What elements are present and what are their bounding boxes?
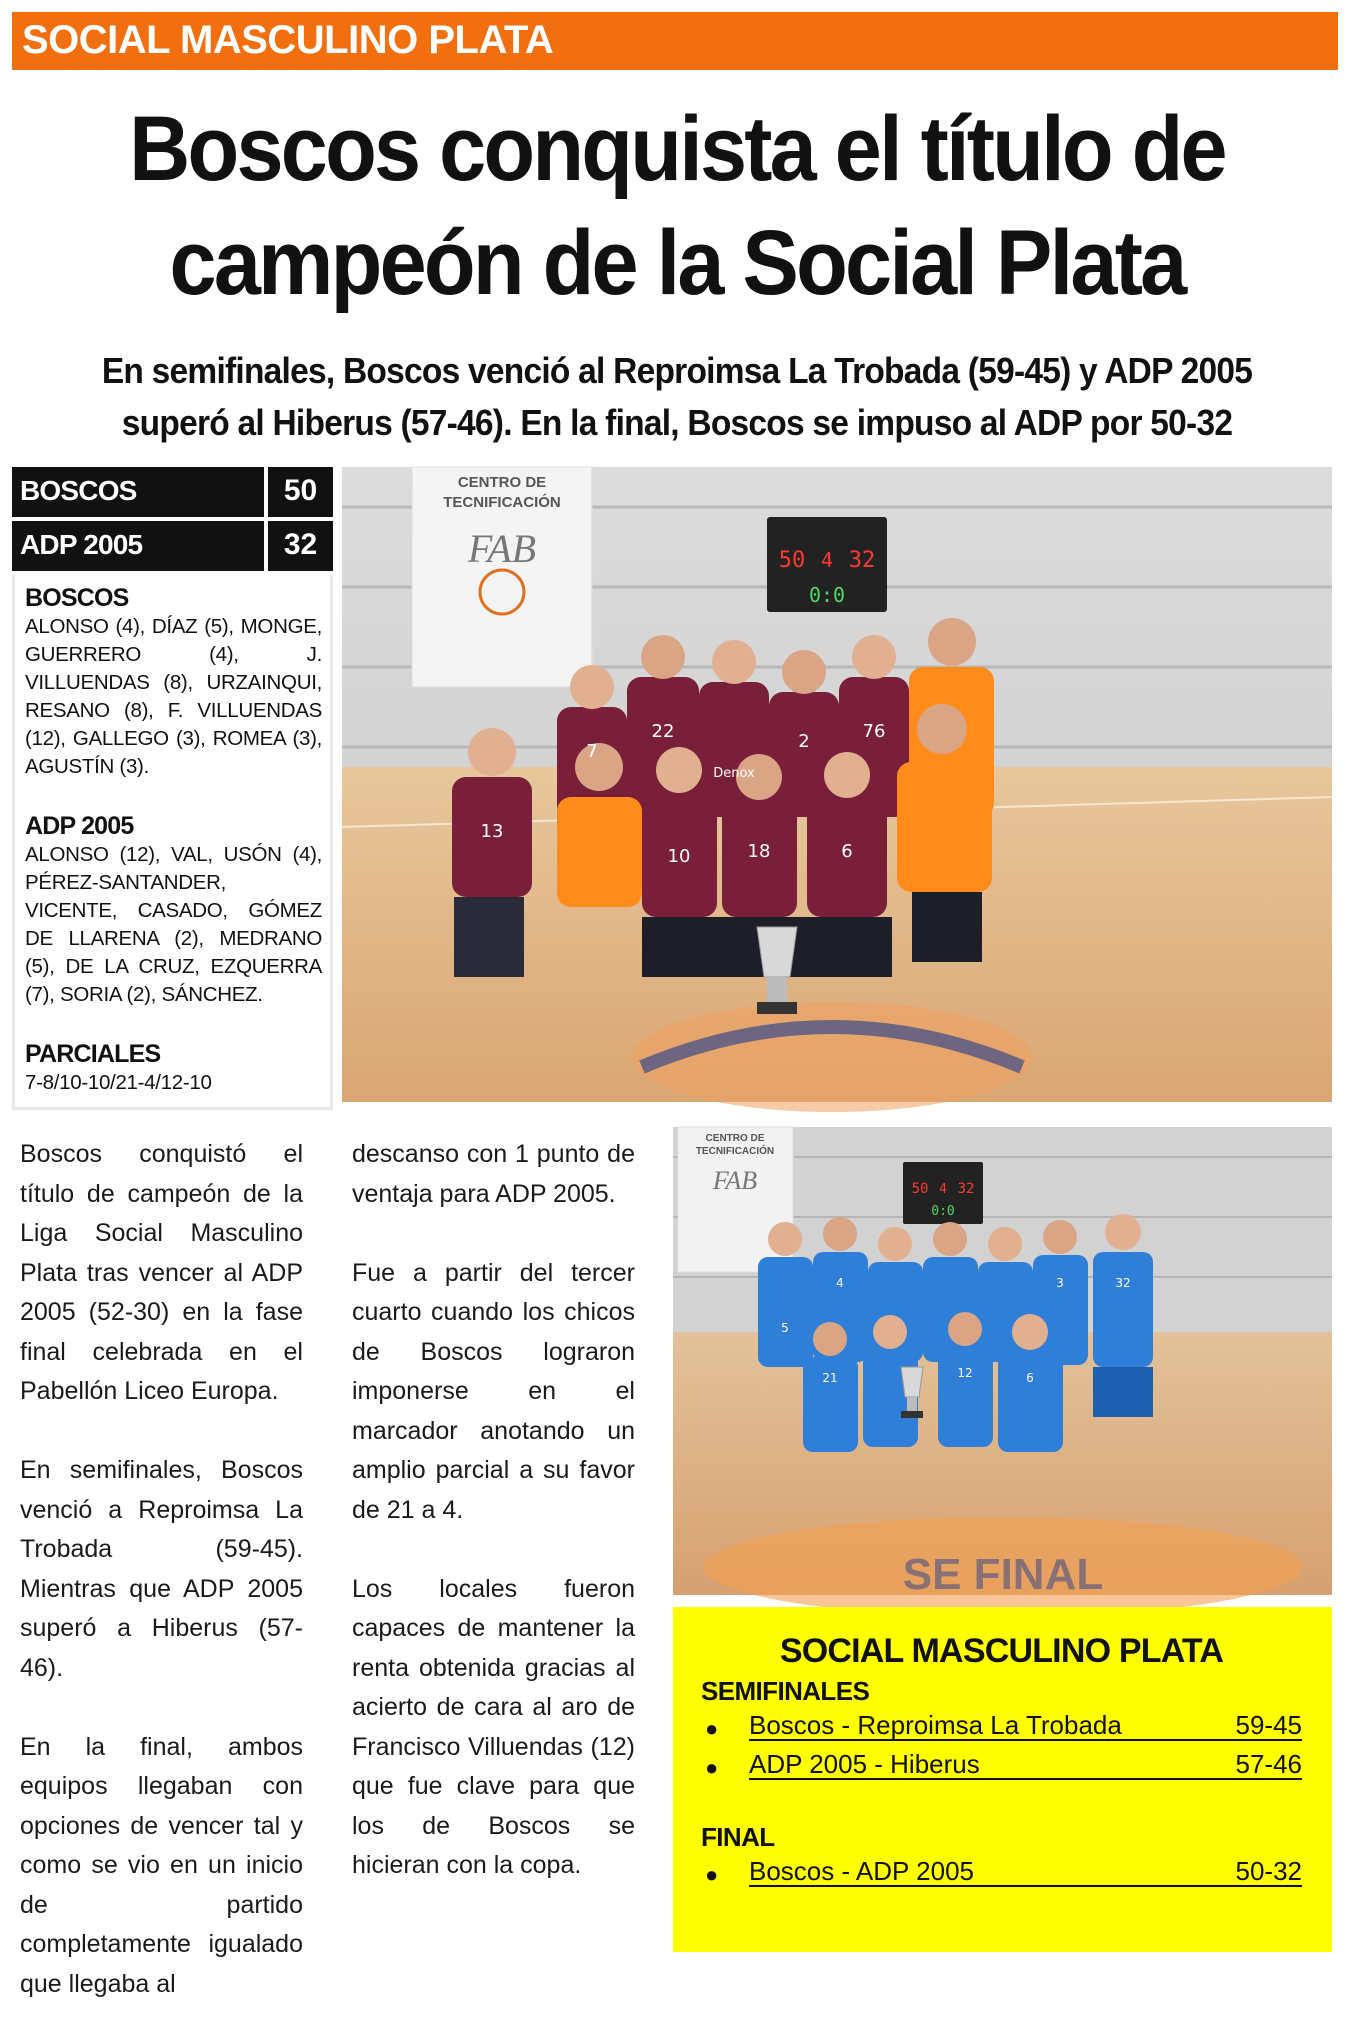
adp-roster: ALONSO (12), VAL, USÓN (4), PÉREZ-SANTANDER, VICENTE, CASADO, GÓMEZ DE LLARENA (2), MEDRANO (5), DE LA CRUZ, EZQUERRA (7), SORIA (2), SÁNCHEZ. [25,843,322,1006]
result-item [701,1855,1302,1894]
bullet-icon: ● [705,1716,719,1741]
result-match: Boscos - Reproimsa La Trobada [749,1709,1302,1741]
svg-text:32: 32 [1115,1276,1131,1290]
rosters-panel [12,575,333,1110]
fab-logo: FAB [467,526,537,571]
article-paragraph: En semifinales, Boscos venció a Reproimsa La Trobada (59-45). Mientras que ADP 2005 superó a Hiberus (57-46). [20,1456,303,1682]
svg-text:21: 21 [822,1371,838,1385]
scoreboard-home: 50 [778,548,806,573]
result-score: 50-32 [1235,1856,1302,1886]
svg-text:22: 22 [651,721,675,742]
boscos-roster-title: BOSCOS [25,584,129,612]
svg-text:10: 10 [667,846,691,867]
bullet-icon: ● [705,1862,719,1887]
score-team: BOSCOS [12,467,264,517]
team-photo-illustration [673,1127,1332,1599]
banner-text: TECNIFICACIÓN [443,494,561,511]
subhead-line-1: En semifinales, Boscos venció al Reproimsa La Trobada (59-45) y ADP 2005 [101,350,1253,391]
scoreboard-home: 50 [911,1181,929,1197]
svg-text:12: 12 [957,1366,973,1380]
scoreboard-clock: 0:0 [931,1204,955,1219]
article-paragraph: Boscos conquistó el título de campeón de la Liga Social Masculino Plata tras vencer al ADP 2005 (52-30) en la fase final celebrada en el Pabellón Liceo Europa. [20,1140,303,1405]
scoreboard-away: 32 [848,548,876,573]
svg-text:6: 6 [1026,1371,1034,1385]
subheadline [66,345,1288,449]
article-paragraph: En la final, ambos equipos llegaban con opciones de vencer tal y como se vio en un inicio de partido completamente igualado que llegaba al [20,1732,303,1998]
svg-text:4: 4 [836,1276,844,1290]
result-item [701,1748,1302,1787]
svg-text:6: 6 [841,841,853,862]
banner-text: CENTRO DE [457,474,547,491]
adp-roster-title: ADP 2005 [25,812,134,840]
article-paragraph: Los locales fueron capaces de mantener la renta obtenida gracias al acierto de cara al aro de Francisco Villuendas (12) que fue clave para que los de Boscos se hicieran con la copa. [352,1574,635,1879]
boscos-roster: ALONSO (4), DÍAZ (5), MONGE, GUERRERO (4), J. VILLUENDAS (8), URZAINQUI, RESANO (8), F. VILLUENDAS (12), GALLEGO (3), ROMEA (3), AGUSTÍN (3). [25,615,322,778]
banner-text: TECNIFICACIÓN [695,1146,775,1157]
headline-line-1: Boscos conquista el título de [129,98,1225,200]
section-banner [12,12,1338,70]
result-match: ADP 2005 - Hiberus [749,1748,1302,1780]
scoreboard-clock: 0:0 [808,583,846,607]
score-points: 50 [268,467,333,517]
svg-text:7: 7 [586,741,598,762]
team-photo-illustration [342,467,1332,1102]
score-team: ADP 2005 [12,521,264,571]
svg-text:76: 76 [862,721,886,742]
result-score: 57-46 [1235,1749,1302,1779]
score-row-adp [12,521,333,571]
floor-text: SE FINAL [902,1550,1104,1599]
headline-line-2: campeón de la Social Plata [169,212,1185,314]
article-paragraph: descanso con 1 punto de ventaja para ADP 2005. [352,1140,635,1208]
section-title: SOCIAL MASCULINO PLATA [22,18,554,62]
semifinals-list [701,1709,1302,1787]
banner-text: CENTRO DE [705,1133,765,1144]
semifinals-title: SEMIFINALES [701,1676,870,1706]
result-item [701,1709,1302,1748]
final-list [701,1855,1302,1894]
article-paragraph: Fue a partir del tercer cuarto cuando los chicos de Boscos lograron imponerse en el marcador anotando un amplio parcial a su favor de 21 a 4. [352,1258,635,1524]
results-box [673,1607,1332,1952]
result-match: Boscos - ADP 2005 [749,1855,1302,1887]
article-column-2 [352,1135,635,1925]
final-score-box [12,467,333,575]
scoreboard-away: 32 [957,1181,975,1197]
fab-logo: FAB [712,1166,758,1195]
score-points: 32 [268,521,333,571]
scoreboard-period: 4 [820,548,834,572]
final-title: FINAL [701,1822,775,1852]
result-score: 59-45 [1235,1710,1302,1740]
svg-text:5: 5 [781,1321,789,1335]
bullet-icon: ● [705,1755,719,1780]
svg-text:3: 3 [1056,1276,1064,1290]
svg-text:2: 2 [798,731,810,752]
score-row-boscos [12,467,333,517]
team-photo-boscos [342,467,1332,1102]
parciales-values: 7-8/10-10/21-4/12-10 [25,1071,212,1094]
article-column-1 [20,1135,303,2044]
svg-text:13: 13 [480,821,504,842]
svg-text:18: 18 [747,841,771,862]
scoreboard-period: 4 [939,1182,947,1197]
subhead-line-2: superó al Hiberus (57-46). En la final, Boscos se impuso al ADP por 50-32 [121,402,1233,443]
team-photo-adp [673,1127,1332,1599]
parciales-title: PARCIALES [25,1040,161,1068]
headline [73,92,1282,320]
results-title: SOCIAL MASCULINO PLATA [779,1632,1224,1670]
jersey-sponsor: Denox [713,766,755,781]
